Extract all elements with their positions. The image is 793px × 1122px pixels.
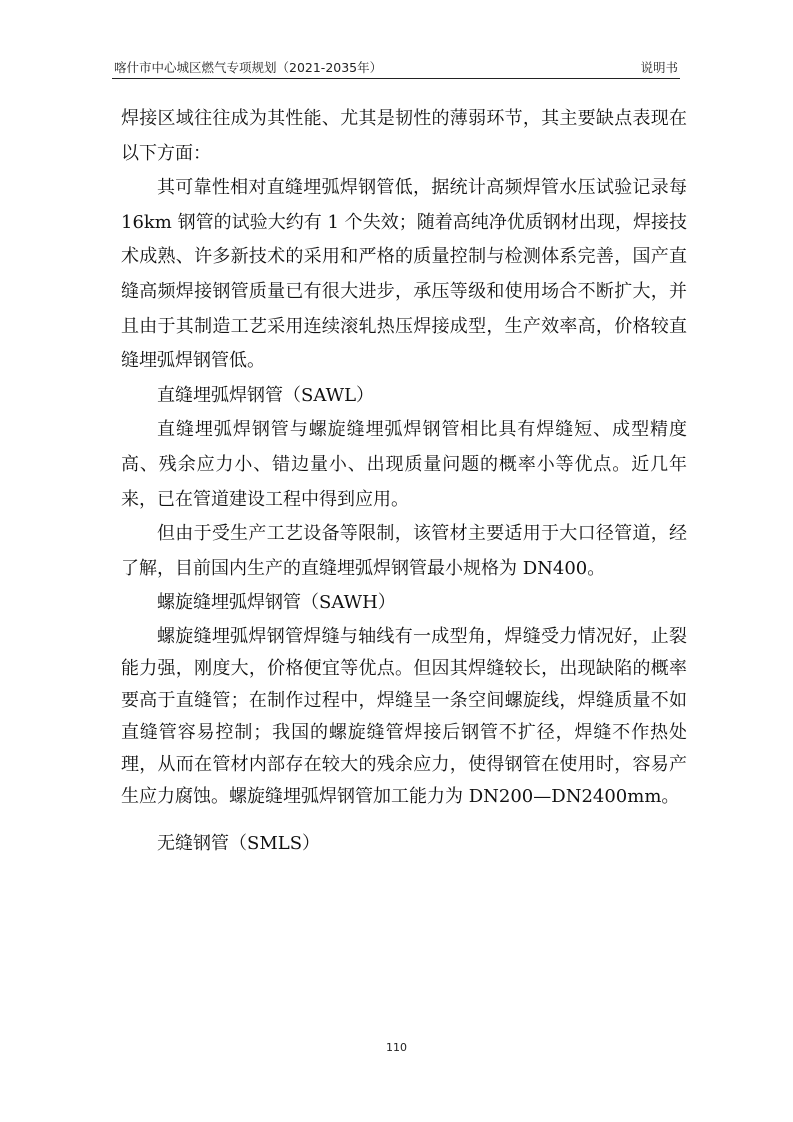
heading-sawl: 直缝埋弧焊钢管（SAWL）	[157, 384, 375, 406]
heading-smls: 无缝钢管（SMLS）	[157, 832, 321, 854]
document-title: 喀什市中心城区燃气专项规划（2021-2035年）	[114, 60, 383, 75]
paragraph-sawh-description: 螺旋缝埋弧焊钢管焊缝与轴线有一成型角，焊缝受力情况好，止裂能力强，刚度大，价格便宜等优点。但因其焊缝较长，出现缺陷的概率要高于直缝管；在制作过程中，焊缝呈一条空间螺旋线，焊缝质量不如直缝管容易控制；我国的螺旋缝管焊接后钢管不扩径，焊缝不作热处理，从而在管材内部存在较大的残余应力，使得钢管在使用时，容易产生应力腐蚀。螺旋缝埋弧焊钢管加工能力为 DN200—DN2400mm。	[121, 625, 687, 807]
paragraph-hfw-disadvantages: 其可靠性相对直缝埋弧焊钢管低，据统计高频焊管水压试验记录每 16km 钢管的试验大约有 1 个失效；随着高纯净优质钢材出现，焊接技术成熟、许多新技术的采用和严格的质量控制与检测体系完善，国产直缝高频焊接钢管质量已有很大进步，承压等级和使用场合不断扩大，并且由于其制造工艺采用连续滚轧热压焊接成型，生产效率高，价格较直缝埋弧焊钢管低。	[121, 177, 687, 372]
paragraph-continuation: 焊接区域往往成为其性能、尤其是韧性的薄弱环节，其主要缺点表现在以下方面：	[121, 108, 687, 164]
section-label: 说明书	[640, 60, 678, 75]
page-number: 110	[386, 1041, 407, 1054]
paragraph-sawl-advantages: 直缝埋弧焊钢管与螺旋缝埋弧焊钢管相比具有焊缝短、成型精度高、残余应力小、错边量小、出现质量问题的概率小等优点。近几年来，已在管道建设工程中得到应用。	[121, 419, 687, 510]
heading-sawh: 螺旋缝埋弧焊钢管（SAWH）	[157, 592, 396, 614]
paragraph-sawl-limitations: 但由于受生产工艺设备等限制，该管材主要适用于大口径管道，经了解，目前国内生产的直缝埋弧焊钢管最小规格为 DN400。	[121, 523, 687, 579]
page-header	[112, 56, 680, 79]
body-text	[121, 102, 687, 862]
